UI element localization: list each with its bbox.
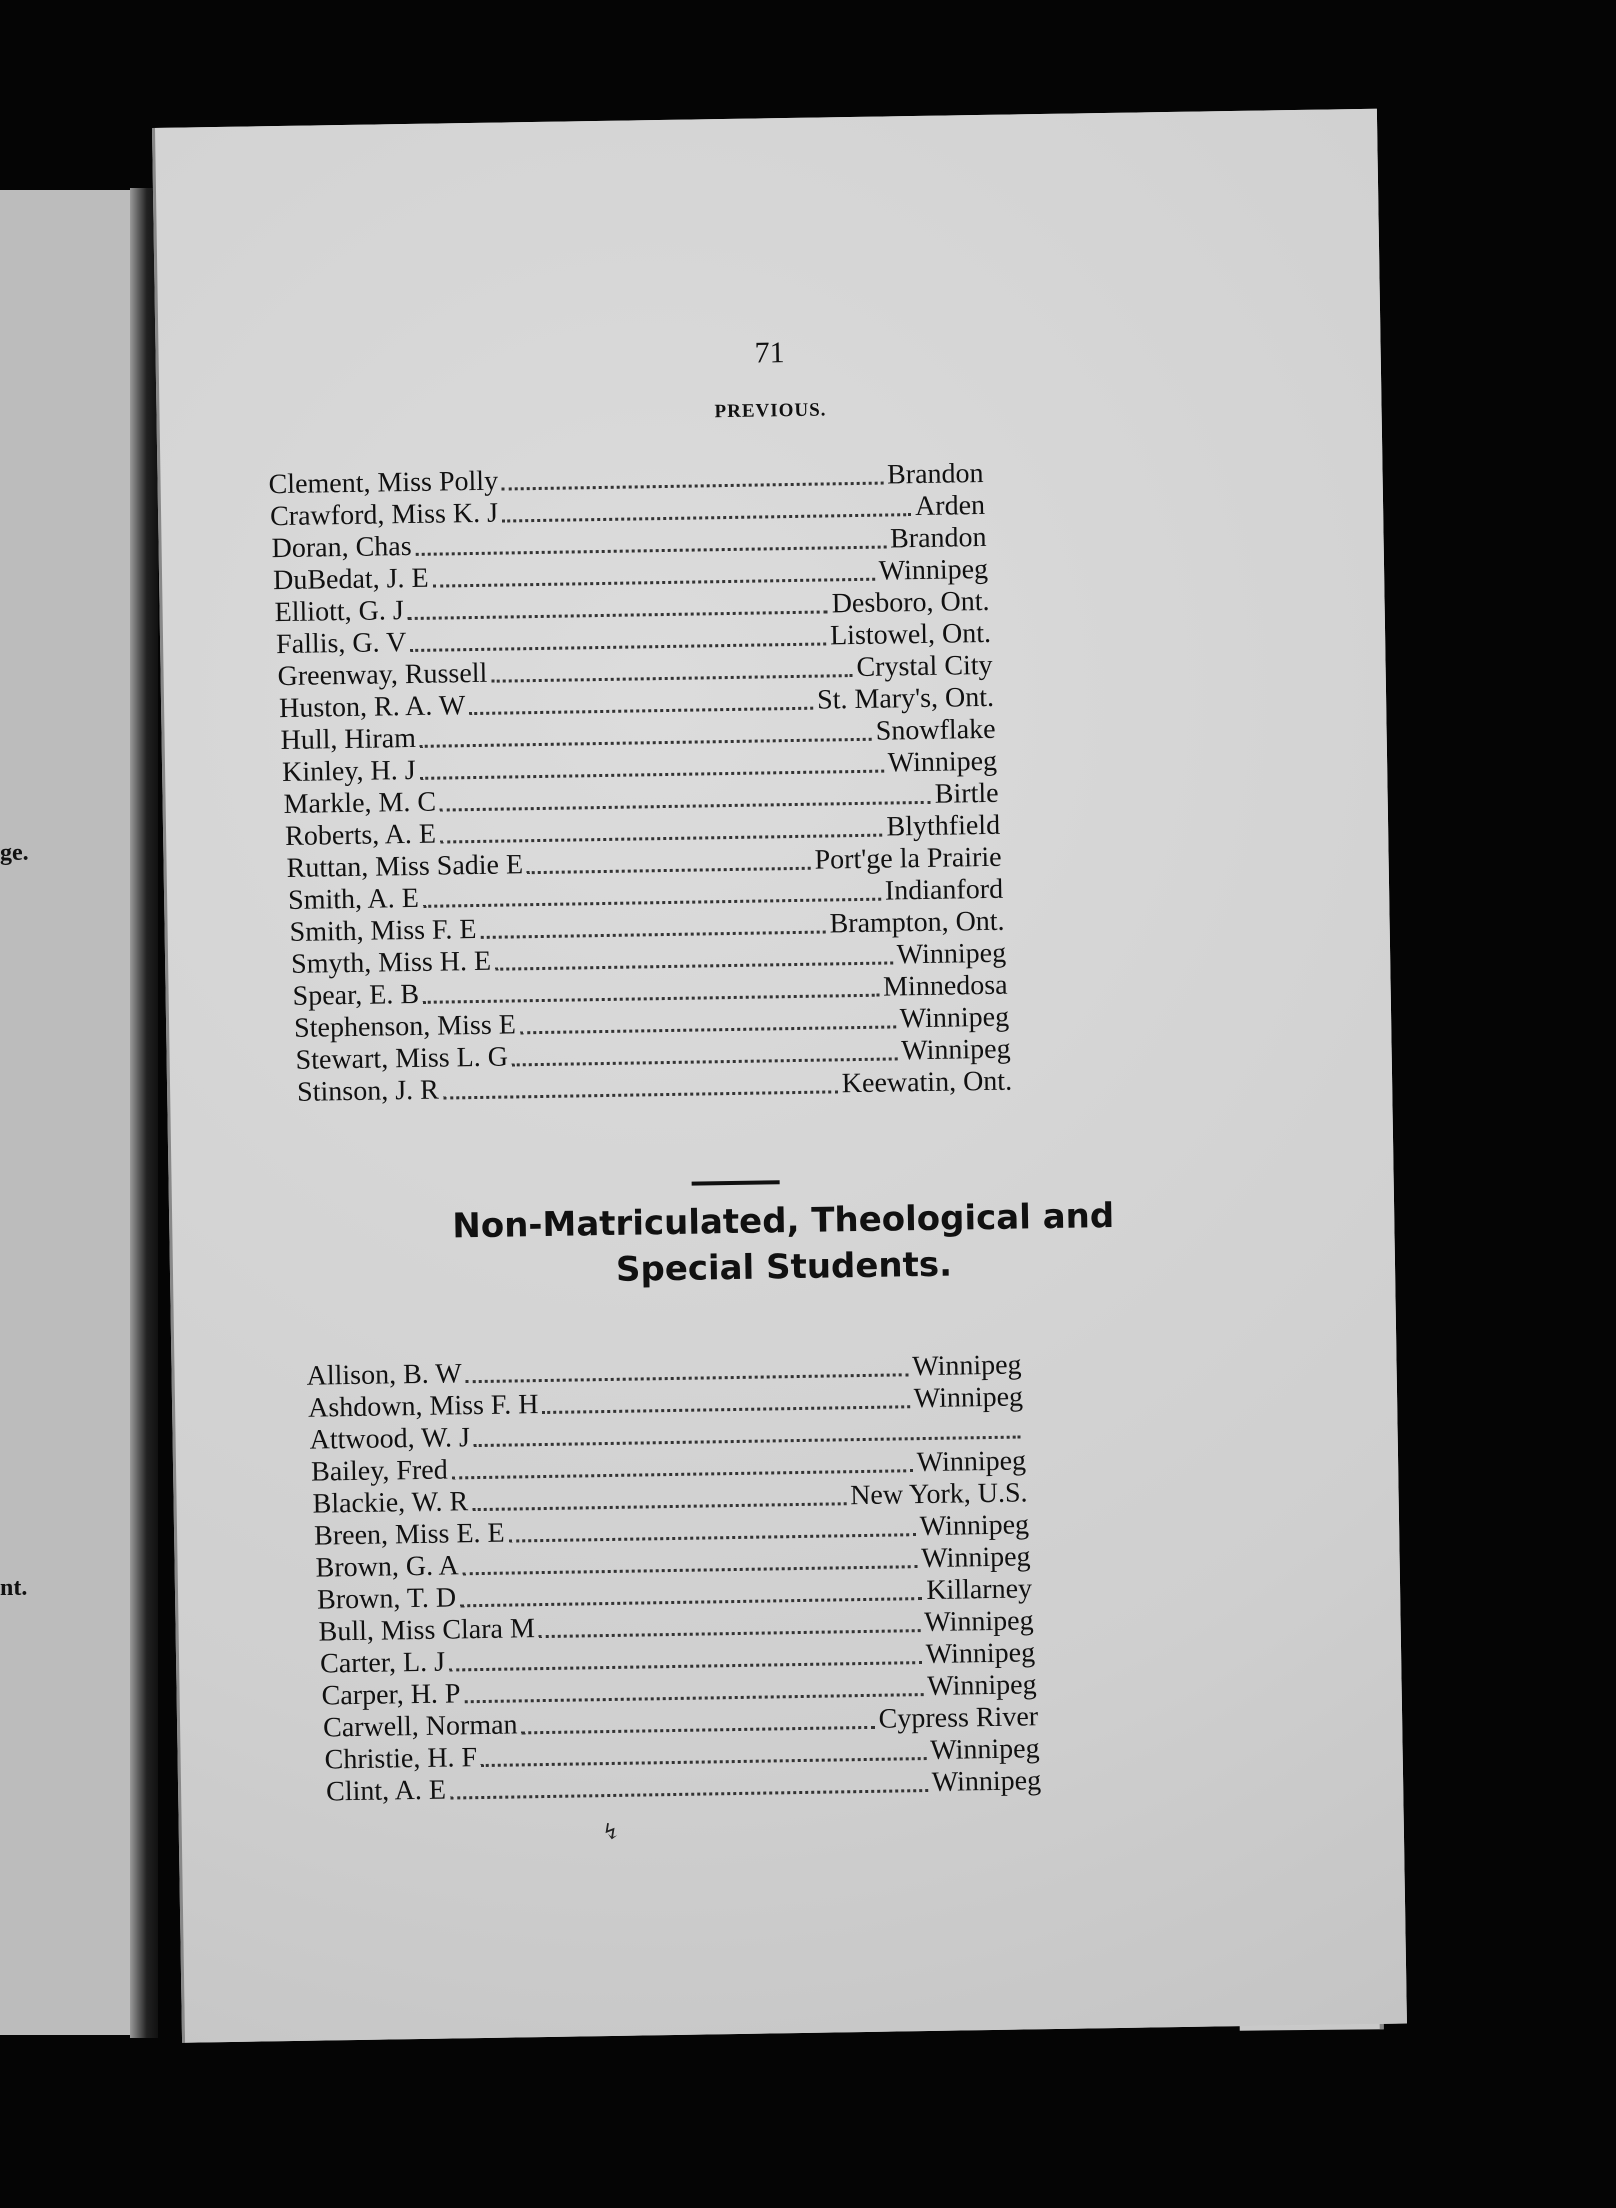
student-name: DuBedat, J. E <box>272 562 429 597</box>
student-name: Ashdown, Miss F. H <box>307 1389 539 1424</box>
dot-leader <box>423 994 879 1004</box>
dot-leader <box>543 1405 910 1414</box>
student-hometown: Winnipeg <box>912 1349 1022 1383</box>
student-name: Greenway, Russell <box>277 657 488 693</box>
left-page <box>0 190 140 2035</box>
student-hometown: Winnipeg <box>919 1509 1030 1543</box>
student-name: Hull, Hiram <box>280 722 417 757</box>
student-hometown: Winnipeg <box>899 1001 1010 1035</box>
student-name: Attwood, W. J <box>309 1422 471 1456</box>
student-hometown: Crystal City <box>856 649 993 683</box>
student-hometown: Desboro, Ont. <box>831 585 990 620</box>
heading-line: Non-Matriculated, Theological and <box>452 1196 1115 1247</box>
student-name: Brown, T. D <box>316 1582 457 1616</box>
dot-leader <box>512 1057 897 1066</box>
dot-leader <box>481 931 826 939</box>
dot-leader <box>416 546 887 556</box>
dot-leader <box>466 1373 909 1383</box>
student-hometown: Killarney <box>926 1573 1033 1607</box>
student-name: Huston, R. A. W <box>278 690 466 725</box>
student-name: Carwell, Norman <box>322 1709 518 1744</box>
student-hometown: Winnipeg <box>930 1733 1040 1766</box>
dot-leader <box>469 707 813 715</box>
dot-leader <box>509 1533 916 1542</box>
dot-leader <box>539 1629 920 1638</box>
dot-leader <box>481 1757 926 1767</box>
dot-leader <box>449 1661 922 1671</box>
student-hometown: New York, U.S. <box>849 1477 1028 1512</box>
catalogue-page <box>152 109 1407 2043</box>
student-name: Clint, A. E <box>325 1774 447 1808</box>
student-name: Stinson, J. R <box>296 1074 440 1108</box>
book-gutter <box>130 188 158 2038</box>
student-hometown: St. Mary's, Ont. <box>816 681 995 716</box>
student-name: Carter, L. J <box>319 1646 446 1680</box>
student-name: Elliott, G. J <box>274 595 404 629</box>
student-name: Ruttan, Miss Sadie E <box>286 849 524 884</box>
student-hometown: Port'ge la Prairie <box>814 841 1002 876</box>
page-number: 71 <box>754 336 785 370</box>
dot-leader <box>423 898 881 908</box>
dot-leader <box>474 1436 1021 1448</box>
student-hometown: Winnipeg <box>896 937 1007 971</box>
section-divider <box>692 1180 780 1185</box>
dot-leader <box>465 1693 924 1703</box>
student-hometown: Winnipeg <box>924 1605 1034 1639</box>
dot-leader <box>527 867 811 874</box>
student-name: Clement, Miss Polly <box>268 465 499 501</box>
student-hometown: Birtle <box>934 777 999 810</box>
special-students-heading <box>172 1189 1395 1300</box>
student-name: Fallis, G. V <box>275 627 407 661</box>
student-name: Brown, G. A <box>315 1550 459 1584</box>
student-hometown: Arden <box>914 489 986 523</box>
student-hometown: Winnipeg <box>878 553 989 587</box>
student-name: Christie, H. F <box>324 1742 478 1776</box>
dot-leader <box>502 513 911 522</box>
student-name: Kinley, H. J <box>281 754 416 789</box>
student-hometown: Winnipeg <box>916 1445 1027 1479</box>
student-hometown: Listowel, Ont. <box>829 617 992 652</box>
student-hometown: Brampton, Ont. <box>829 905 1005 940</box>
dot-leader <box>452 1469 913 1479</box>
student-hometown: Winnipeg <box>925 1637 1036 1671</box>
dot-leader <box>450 1789 928 1800</box>
student-name: Smith, A. E <box>287 882 420 916</box>
student-name: Smith, Miss F. E <box>289 914 477 948</box>
left-page-fragment: nt. <box>0 1575 28 1601</box>
student-hometown: Indianford <box>884 873 1004 907</box>
student-name: Stewart, Miss L. G <box>295 1041 509 1076</box>
dot-leader <box>463 1565 918 1575</box>
student-hometown: Winnipeg <box>887 745 998 779</box>
heading-line: Special Students. <box>615 1244 953 1290</box>
student-name: Carper, H. P <box>321 1678 461 1712</box>
student-name: Doran, Chas <box>271 530 412 565</box>
student-hometown: Keewatin, Ont. <box>841 1065 1013 1100</box>
student-name: Roberts, A. E <box>284 818 437 852</box>
student-name: Markle, M. C <box>283 786 437 821</box>
student-name: Crawford, Miss K. J <box>269 497 499 533</box>
dot-leader <box>420 770 884 780</box>
student-name: Spear, E. B <box>292 978 420 1012</box>
student-hometown: Brandon <box>889 521 987 555</box>
student-hometown: Brandon <box>886 457 984 491</box>
dot-leader <box>520 1025 896 1034</box>
dot-leader <box>410 642 826 652</box>
student-name: Breen, Miss E. E <box>313 1517 505 1552</box>
dot-leader <box>460 1597 922 1607</box>
student-hometown: Winnipeg <box>921 1541 1031 1575</box>
student-hometown: Winnipeg <box>901 1033 1011 1067</box>
student-hometown: Winnipeg <box>931 1765 1042 1798</box>
student-name: Allison, B. W <box>306 1358 462 1392</box>
dot-leader <box>440 834 883 844</box>
student-name: Stephenson, Miss E <box>293 1009 517 1044</box>
dot-leader <box>433 578 875 588</box>
student-hometown: Blythfield <box>886 809 1001 843</box>
dot-leader <box>495 961 893 970</box>
dot-leader <box>502 482 883 491</box>
dot-leader <box>440 801 931 812</box>
dot-leader <box>472 1502 846 1511</box>
student-hometown: Winnipeg <box>927 1669 1037 1703</box>
student-hometown: Winnipeg <box>913 1381 1024 1415</box>
dot-leader <box>420 738 872 748</box>
student-hometown: Cypress River <box>878 1701 1039 1735</box>
dot-leader <box>443 1090 838 1099</box>
student-hometown: Snowflake <box>875 713 996 747</box>
section-heading-previous: PREVIOUS. <box>714 399 827 423</box>
left-page-fragment: ge. <box>0 840 29 866</box>
student-hometown: Minnedosa <box>882 969 1008 1003</box>
dot-leader <box>522 1726 875 1735</box>
dot-leader <box>408 610 828 620</box>
student-name: Bull, Miss Clara M <box>318 1613 536 1648</box>
student-name: Bailey, Fred <box>310 1454 448 1488</box>
student-name: Blackie, W. R <box>312 1486 469 1520</box>
dot-leader <box>491 674 852 683</box>
student-name: Smyth, Miss H. E <box>290 945 492 980</box>
pencil-mark: ↯ <box>601 1818 621 1845</box>
